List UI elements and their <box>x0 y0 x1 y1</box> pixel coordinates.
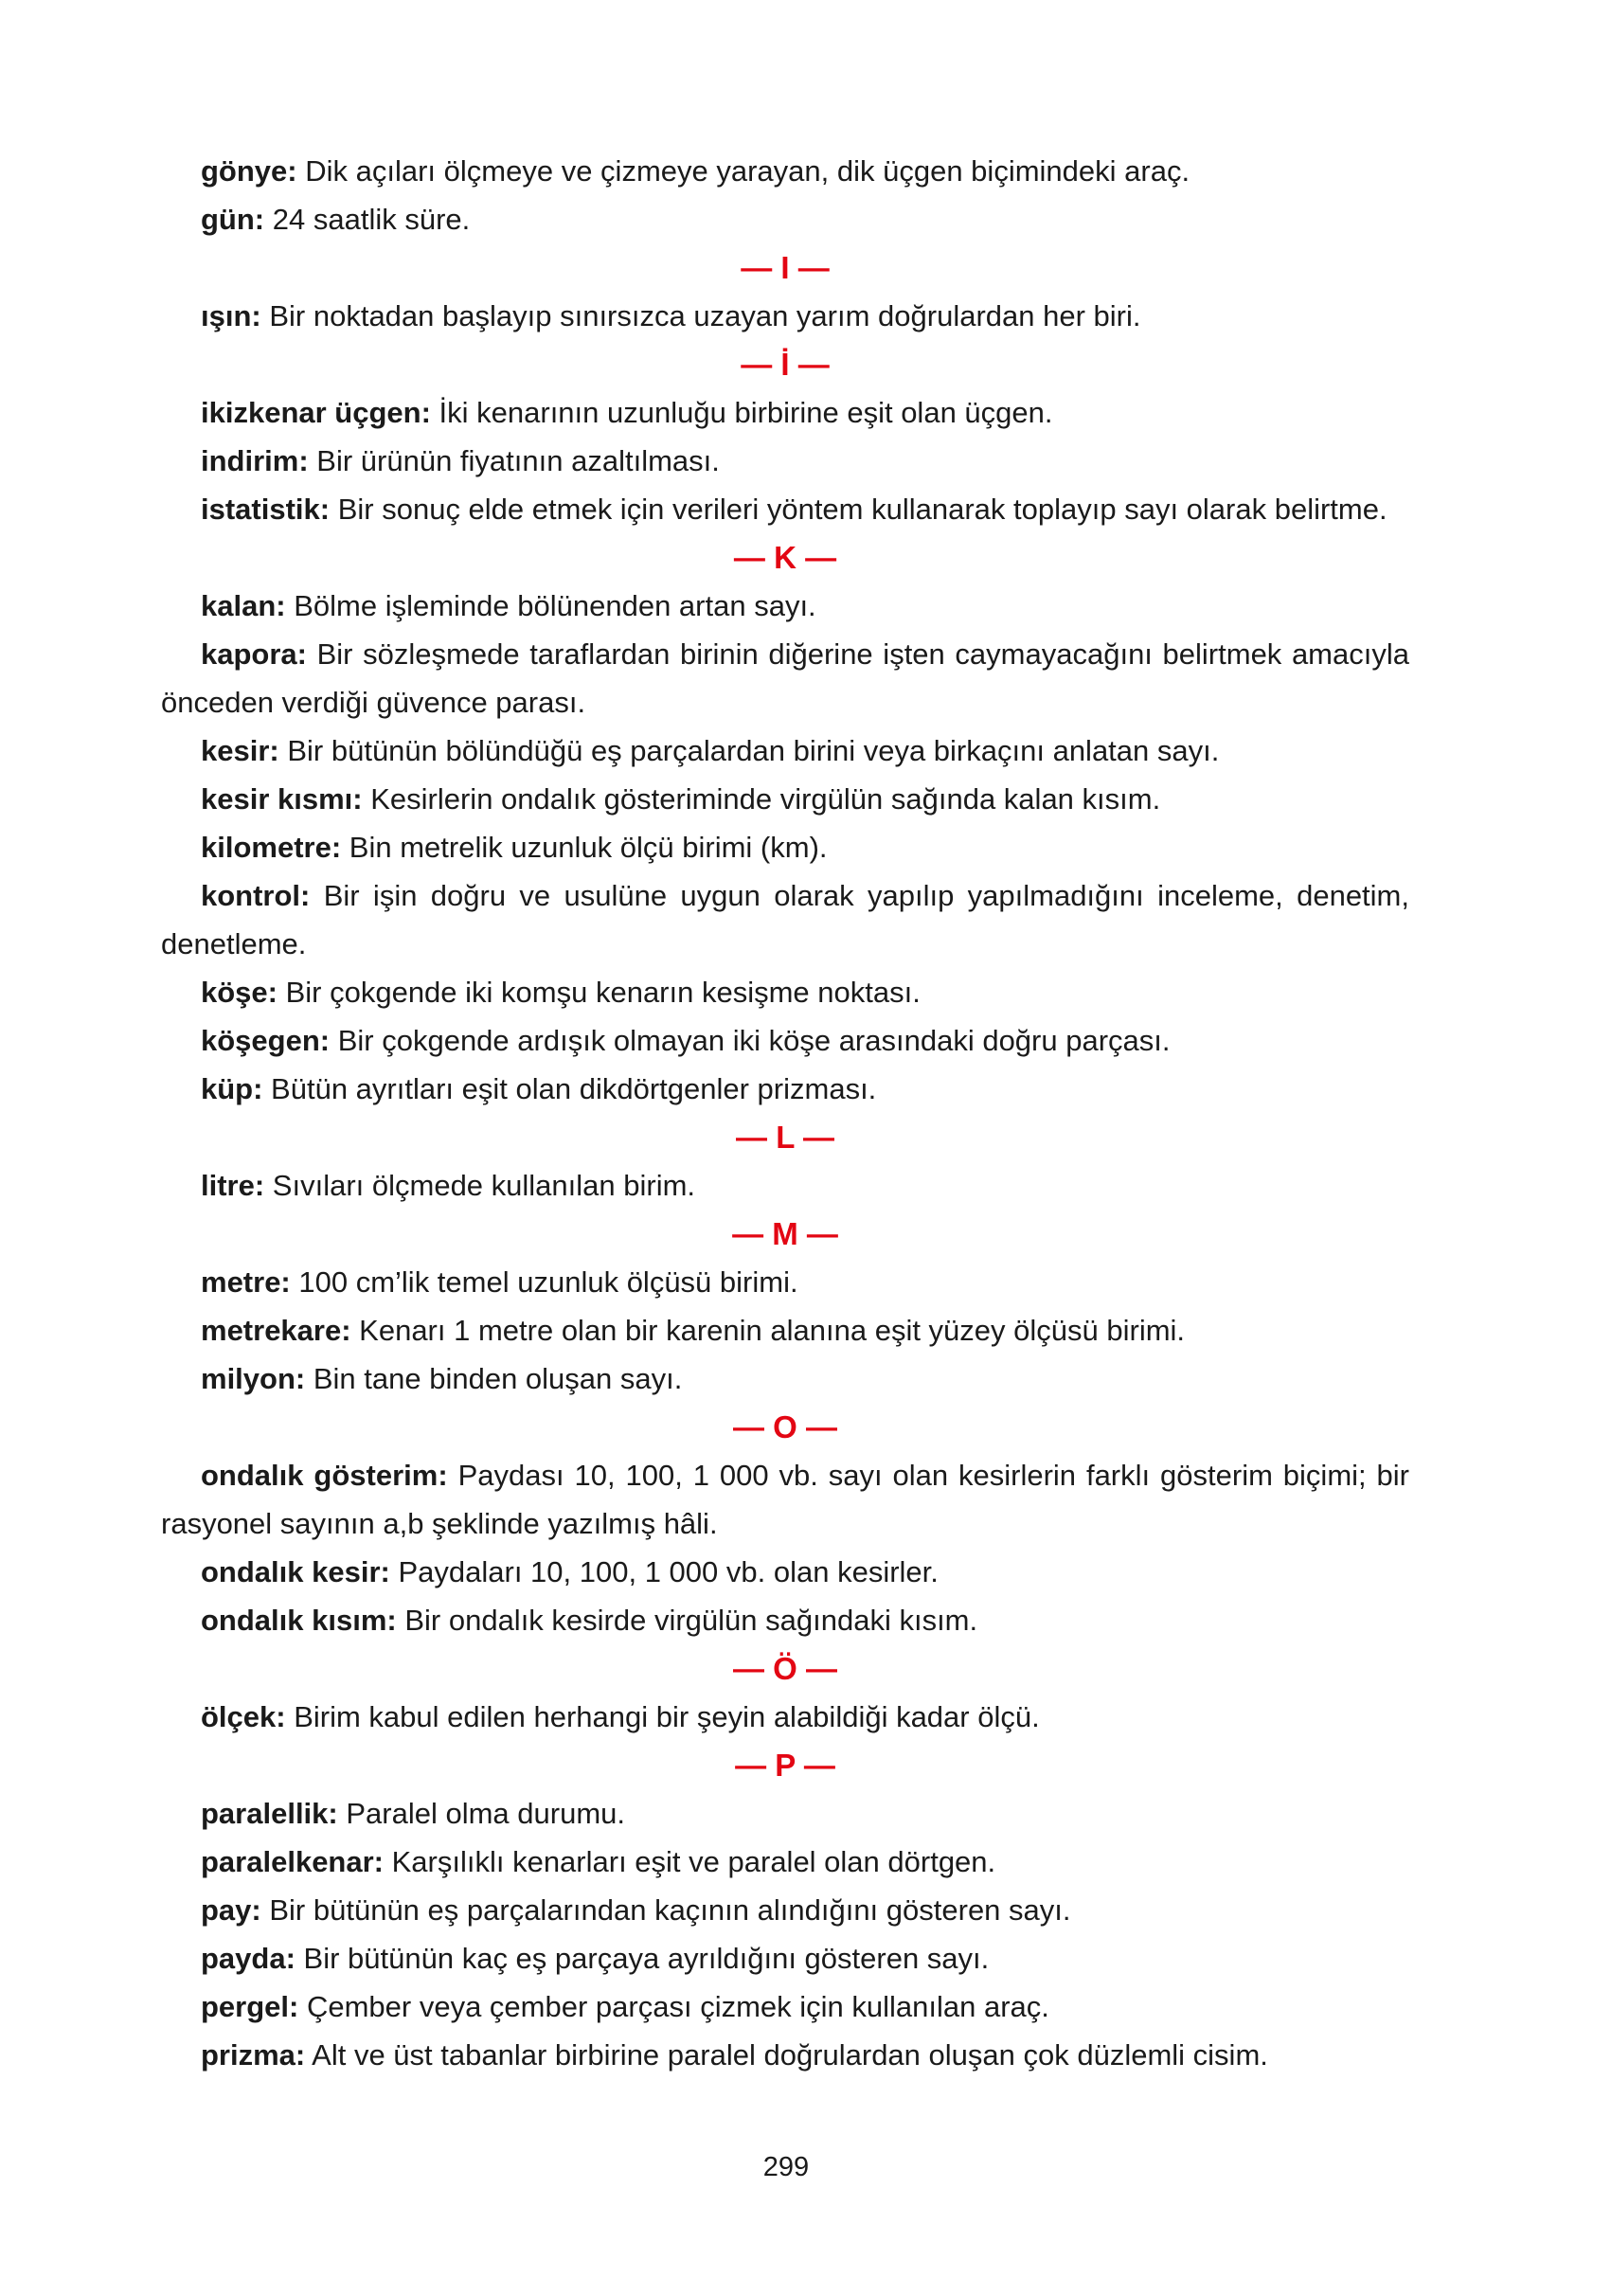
glossary-term: kalan: <box>201 589 286 622</box>
glossary-term: ondalık gösterim: <box>201 1459 448 1492</box>
glossary-entry <box>161 823 1409 871</box>
letter-heading: — K — <box>733 540 837 575</box>
glossary-entry <box>161 630 1409 726</box>
glossary-definition: Bir işin doğru ve usulüne uygun olarak yapılıp yapılmadığını inceleme, denetim, denetleme. <box>161 879 1409 960</box>
glossary-definition: Alt ve üst tabanlar birbirine paralel doğrulardan oluşan çok düzlemli cisim. <box>305 2038 1268 2072</box>
glossary-definition: Paralel olma durumu. <box>337 1797 625 1830</box>
glossary-definition: 100 cm’lik temel uzunluk ölçüsü birimi. <box>290 1265 798 1299</box>
glossary-term: pergel: <box>201 1990 299 2023</box>
letter-heading: — P — <box>735 1748 835 1783</box>
glossary-term: istatistik: <box>201 493 331 526</box>
glossary-entry <box>161 1886 1409 1934</box>
glossary-term: küp: <box>201 1072 263 1105</box>
glossary-term: prizma: <box>201 2038 306 2072</box>
glossary-definition: Bir bütünün kaç eş parçaya ayrıldığını gösteren sayı. <box>295 1942 990 1975</box>
glossary-entry <box>161 1789 1409 1838</box>
glossary-term: ışın: <box>201 299 261 332</box>
glossary-term: paralelkenar: <box>201 1845 384 1878</box>
glossary-term: kesir kısmı: <box>201 782 363 816</box>
glossary-definition: İki kenarının uzunluğu birbirine eşit olan üçgen. <box>430 396 1053 429</box>
glossary-entry <box>161 292 1409 340</box>
glossary-term: kapora: <box>201 637 307 671</box>
glossary-definition: Bir ürünün fiyatının azaltılması. <box>308 444 720 477</box>
glossary-term: kesir: <box>201 734 279 767</box>
glossary-definition: Karşılıklı kenarları eşit ve paralel olan dörtgen. <box>384 1845 996 1878</box>
glossary-definition: 24 saatlik süre. <box>264 203 471 236</box>
glossary-term: köşe: <box>201 976 277 1009</box>
letter-heading: — I — <box>741 250 830 285</box>
glossary-entry <box>161 437 1409 485</box>
glossary-definition: Çember veya çember parçası çizmek için kullanılan araç. <box>298 1990 1049 2023</box>
glossary-entry <box>161 871 1409 968</box>
glossary-entry <box>161 485 1409 533</box>
glossary-definition: Bölme işleminde bölünenden artan sayı. <box>285 589 816 622</box>
glossary-term: milyon: <box>201 1362 306 1395</box>
glossary-term: köşegen: <box>201 1024 331 1057</box>
glossary-definition: Bir çokgende ardışık olmayan iki köşe arasındaki doğru parçası. <box>330 1024 1171 1057</box>
glossary-entry <box>161 726 1409 775</box>
glossary-definition: Kesirlerin ondalık gösteriminde virgülün sağında kalan kısım. <box>362 782 1161 816</box>
letter-heading: — O — <box>732 1409 837 1444</box>
glossary-entry <box>161 1354 1409 1403</box>
glossary-term: gün: <box>201 203 265 236</box>
letter-heading: — L — <box>736 1120 834 1155</box>
glossary-term: indirim: <box>201 444 309 477</box>
glossary-definition: Sıvıları ölçmede kullanılan birim. <box>264 1169 696 1202</box>
glossary-entry <box>161 1451 1409 1548</box>
glossary-definition: Bir ondalık kesirde virgülün sağındaki kısım. <box>396 1604 978 1637</box>
glossary-entry <box>161 968 1409 1016</box>
glossary-definition: Kenarı 1 metre olan bir karenin alanına eşit yüzey ölçüsü birimi. <box>350 1314 1186 1347</box>
glossary-entry <box>161 775 1409 823</box>
glossary-term: metre: <box>201 1265 291 1299</box>
glossary-entry <box>161 1934 1409 1982</box>
glossary-term: ölçek: <box>201 1700 286 1733</box>
glossary-entry <box>161 1693 1409 1741</box>
glossary-definition: Paydaları 10, 100, 1 000 vb. olan kesirler. <box>389 1555 939 1588</box>
letter-heading: — Ö — <box>732 1651 837 1686</box>
page-number: 299 <box>762 2152 810 2182</box>
glossary-term: pay: <box>201 1893 261 1927</box>
glossary-entry <box>161 147 1409 195</box>
glossary-definition: Bir sonuç elde etmek için verileri yöntem kullanarak toplayıp sayı olarak belirtme. <box>330 493 1387 526</box>
glossary-term: payda: <box>201 1942 295 1975</box>
letter-heading: — M — <box>732 1216 838 1251</box>
glossary-definition: Bir noktadan başlayıp sınırsızca uzayan yarım doğrulardan her biri. <box>260 299 1141 332</box>
glossary-entry <box>161 582 1409 630</box>
glossary-term: ondalık kısım: <box>201 1604 397 1637</box>
letter-heading: — İ — <box>741 347 830 382</box>
glossary-definition: Bir bütünün bölündüğü eş parçalardan birini veya birkaçını anlatan sayı. <box>278 734 1220 767</box>
glossary-entry <box>161 1065 1409 1113</box>
glossary-definition: Bin metrelik uzunluk ölçü birimi (km). <box>341 831 828 864</box>
glossary-definition: Bir bütünün eş parçalarından kaçının alındığını gösteren sayı. <box>260 1893 1071 1927</box>
glossary-entry <box>161 1161 1409 1210</box>
glossary-entry <box>161 1982 1409 2031</box>
glossary-entry <box>161 1016 1409 1065</box>
glossary-term: kontrol: <box>201 879 311 912</box>
glossary-entry <box>161 1596 1409 1644</box>
glossary-definition: Bin tane binden oluşan sayı. <box>305 1362 683 1395</box>
glossary-definition: Dik açıları ölçmeye ve çizmeye yarayan, dik üçgen biçimindeki araç. <box>296 154 1190 188</box>
glossary-term: ondalık kesir: <box>201 1555 390 1588</box>
glossary-term: paralellik: <box>201 1797 338 1830</box>
glossary-content <box>161 147 1409 2079</box>
glossary-term: gönye: <box>201 154 297 188</box>
glossary-term: metrekare: <box>201 1314 351 1347</box>
glossary-term: kilometre: <box>201 831 342 864</box>
glossary-term: litre: <box>201 1169 265 1202</box>
glossary-entry <box>161 2031 1409 2079</box>
glossary-definition: Birim kabul edilen herhangi bir şeyin alabildiği kadar ölçü. <box>285 1700 1040 1733</box>
glossary-entry <box>161 1838 1409 1886</box>
glossary-entry <box>161 195 1409 243</box>
glossary-entry <box>161 1258 1409 1306</box>
glossary-entry <box>161 1548 1409 1596</box>
glossary-entry <box>161 388 1409 437</box>
glossary-definition: Bütün ayrıtları eşit olan dikdörtgenler prizması. <box>262 1072 877 1105</box>
glossary-definition: Bir sözleşmede taraflardan birinin diğerine işten caymayacağını belirtmek amacıyla önceden verdiği güvence parası. <box>161 637 1409 719</box>
glossary-entry <box>161 1306 1409 1354</box>
glossary-definition: Paydası 10, 100, 1 000 vb. sayı olan kesirlerin farklı gösterim biçimi; bir rasyonel sayının a,b şeklinde yazılmış hâli. <box>161 1459 1409 1540</box>
glossary-term: ikizkenar üçgen: <box>201 396 431 429</box>
glossary-definition: Bir çokgende iki komşu kenarın kesişme noktası. <box>277 976 921 1009</box>
